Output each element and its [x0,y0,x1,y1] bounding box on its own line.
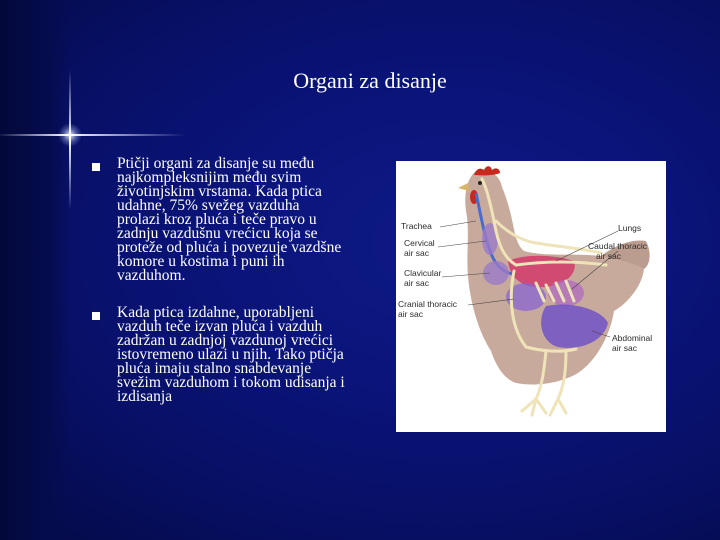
label-caudal-thoracic: Caudal thoracic [588,241,648,251]
left-decorative-band [0,0,70,540]
label-cervical: Cervical [404,238,435,248]
bullet-line: Kada ptica izdahne, uporabljeni [117,304,315,321]
bullet-line: komore u kostima i puni ih [117,253,285,270]
square-bullet-icon [92,163,100,171]
bullet-line: proteže od pluća i povezuje vazdšne [117,239,342,256]
chicken-anatomy-illustration [396,161,666,432]
label-cervical-air-sac: air sac [404,248,430,258]
beak-shape [458,183,469,191]
square-bullet-icon [92,312,100,320]
slide-title: Organi za disanje [293,68,447,93]
label-lungs: Lungs [618,223,642,233]
bullet-line: zadnju vazdušnu vrećicu koja se [117,225,318,242]
sparkle-horizontal-line [0,134,185,136]
bullet-line: vazduh teče izvan pluća i vazduh [117,318,323,335]
bullet-line: pluća imaju stalno snabdevanje [117,360,312,377]
label-cranial-thoracic: Cranial thoracic [398,299,458,309]
bullet-line: izdisanja [117,388,173,405]
bullet-line: životinjskim vrstama. Kada ptica [117,183,322,200]
bird-respiratory-diagram [396,161,666,432]
label-cranial-thoracic-air-sac: air sac [398,309,424,319]
bullet-line: prolazi kroz pluća i teče pravo u [117,211,317,228]
bullet-item-exhale [92,306,382,404]
label-trachea: Trachea [401,221,432,231]
bullet-line: vazduhom. [117,267,186,284]
bullet-line: najkompleksnijim među svim [117,169,302,186]
bullet-line: zadržan u zadnjoj vazdunoj vrećici [117,332,334,349]
comb-shape [474,166,500,175]
bullet-line: svežim vazduhom i tokom udisanja i [117,374,345,391]
bullet-item-inhale [92,157,382,283]
label-abdominal: Abdominal [612,333,653,343]
label-abdominal-air-sac: air sac [612,343,638,353]
label-clavicular: Clavicular [404,268,442,278]
label-clavicular-air-sac: air sac [404,278,430,288]
sparkle-vertical-line [69,70,71,210]
label-caudal-thoracic-air-sac: air sac [596,251,622,261]
bullet-line: udahne, 75% svežeg vazduha [117,197,300,214]
bullet-line: istovremeno ulazi u njih. Tako ptičja [117,346,344,363]
eye-dot [478,181,482,185]
bullet-list [92,157,382,404]
bullet-line: Ptičji organi za disanje su među [117,155,315,172]
